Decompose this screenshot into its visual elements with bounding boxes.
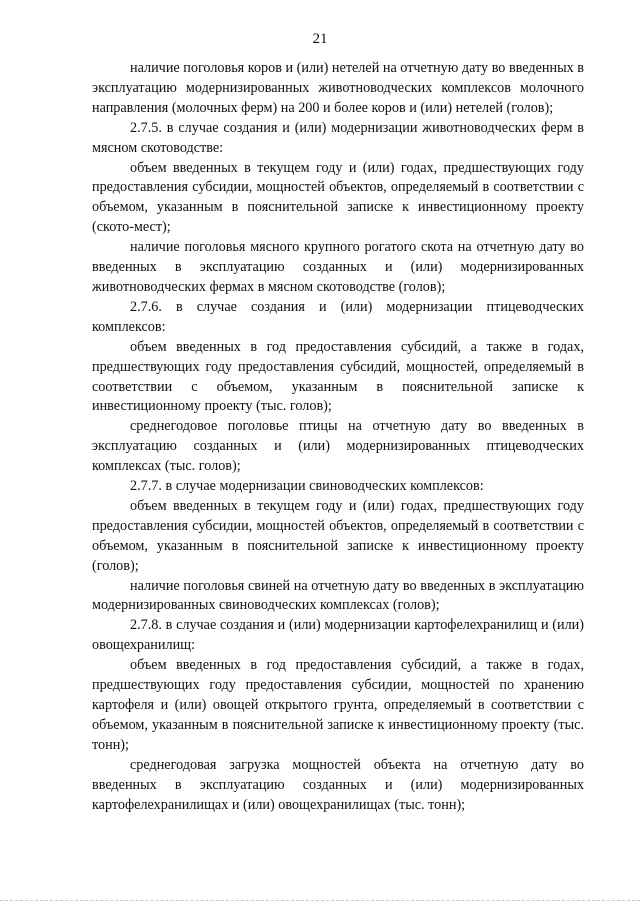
document-body — [92, 59, 584, 815]
clause-heading: 2.7.6. в случае создания и (или) модернизации птицеводческих комплексов: — [92, 298, 584, 335]
paragraph: наличие поголовья коров и (или) нетелей на отчетную дату во введенных в эксплуатацию модернизированных животноводческих комплексов молочного направления (молочных ферм) на 200 и более коров и (или) нетелей (голов); — [92, 60, 584, 116]
paragraph: объем введенных в текущем году и (или) годах, предшествующих году предоставления субсидии, мощностей объектов, определяемый в соответствии с объемом, указанным в пояснительной записке к инвестиционному проекту (голов); — [92, 497, 584, 574]
paragraph: объем введенных в текущем году и (или) годах, предшествующих году предоставления субсидии, мощностей объектов, определяемый в соответствии с объемом, указанным в пояснительной записке к инвестиционному проекту (ското-мест); — [92, 159, 584, 236]
paragraph: объем введенных в год предоставления субсидий, а также в годах, предшествующих году предоставления субсидии, мощностей по хранению картофеля и (или) овощей открытого грунта, определяемый в соответствии с объемом, указанным в пояснительной записке к инвестиционному проекту (тыс. тонн); — [92, 657, 584, 753]
page-bottom-edge — [0, 900, 640, 901]
clause-heading: 2.7.8. в случае создания и (или) модернизации картофелехранилищ и (или) овощехранилищ: — [92, 617, 584, 654]
paragraph: среднегодовая загрузка мощностей объекта на отчетную дату во введенных в эксплуатацию созданных и (или) модернизированных картофелехранилищах и (или) овощехранилищах (тыс. тонн); — [92, 756, 584, 813]
paragraph: наличие поголовья мясного крупного рогатого скота на отчетную дату во введенных в эксплуатацию созданных и (или) модернизированных животноводческих фермах в мясном скотоводстве (голов); — [92, 239, 584, 295]
page-number: 21 — [312, 31, 328, 47]
clause-heading: 2.7.7. в случае модернизации свиноводческих комплексов: — [130, 478, 484, 495]
clause-heading: 2.7.5. в случае создания и (или) модернизации животноводческих ферм в мясном скотоводстве: — [92, 119, 584, 156]
paragraph: объем введенных в год предоставления субсидий, а также в годах, предшествующих году предоставления субсидий, мощностей, определяемый в соответствии с объемом, указанным в пояснительной записке к инвестиционному проекту (тыс. голов); — [92, 338, 584, 415]
paragraph: среднегодовое поголовье птицы на отчетную дату во введенных в эксплуатацию созданных и (или) модернизированных птицеводческих комплексах (тыс. голов); — [92, 418, 584, 475]
paragraph: наличие поголовья свиней на отчетную дату во введенных в эксплуатацию модернизированных свиноводческих комплексах (голов); — [92, 577, 584, 614]
